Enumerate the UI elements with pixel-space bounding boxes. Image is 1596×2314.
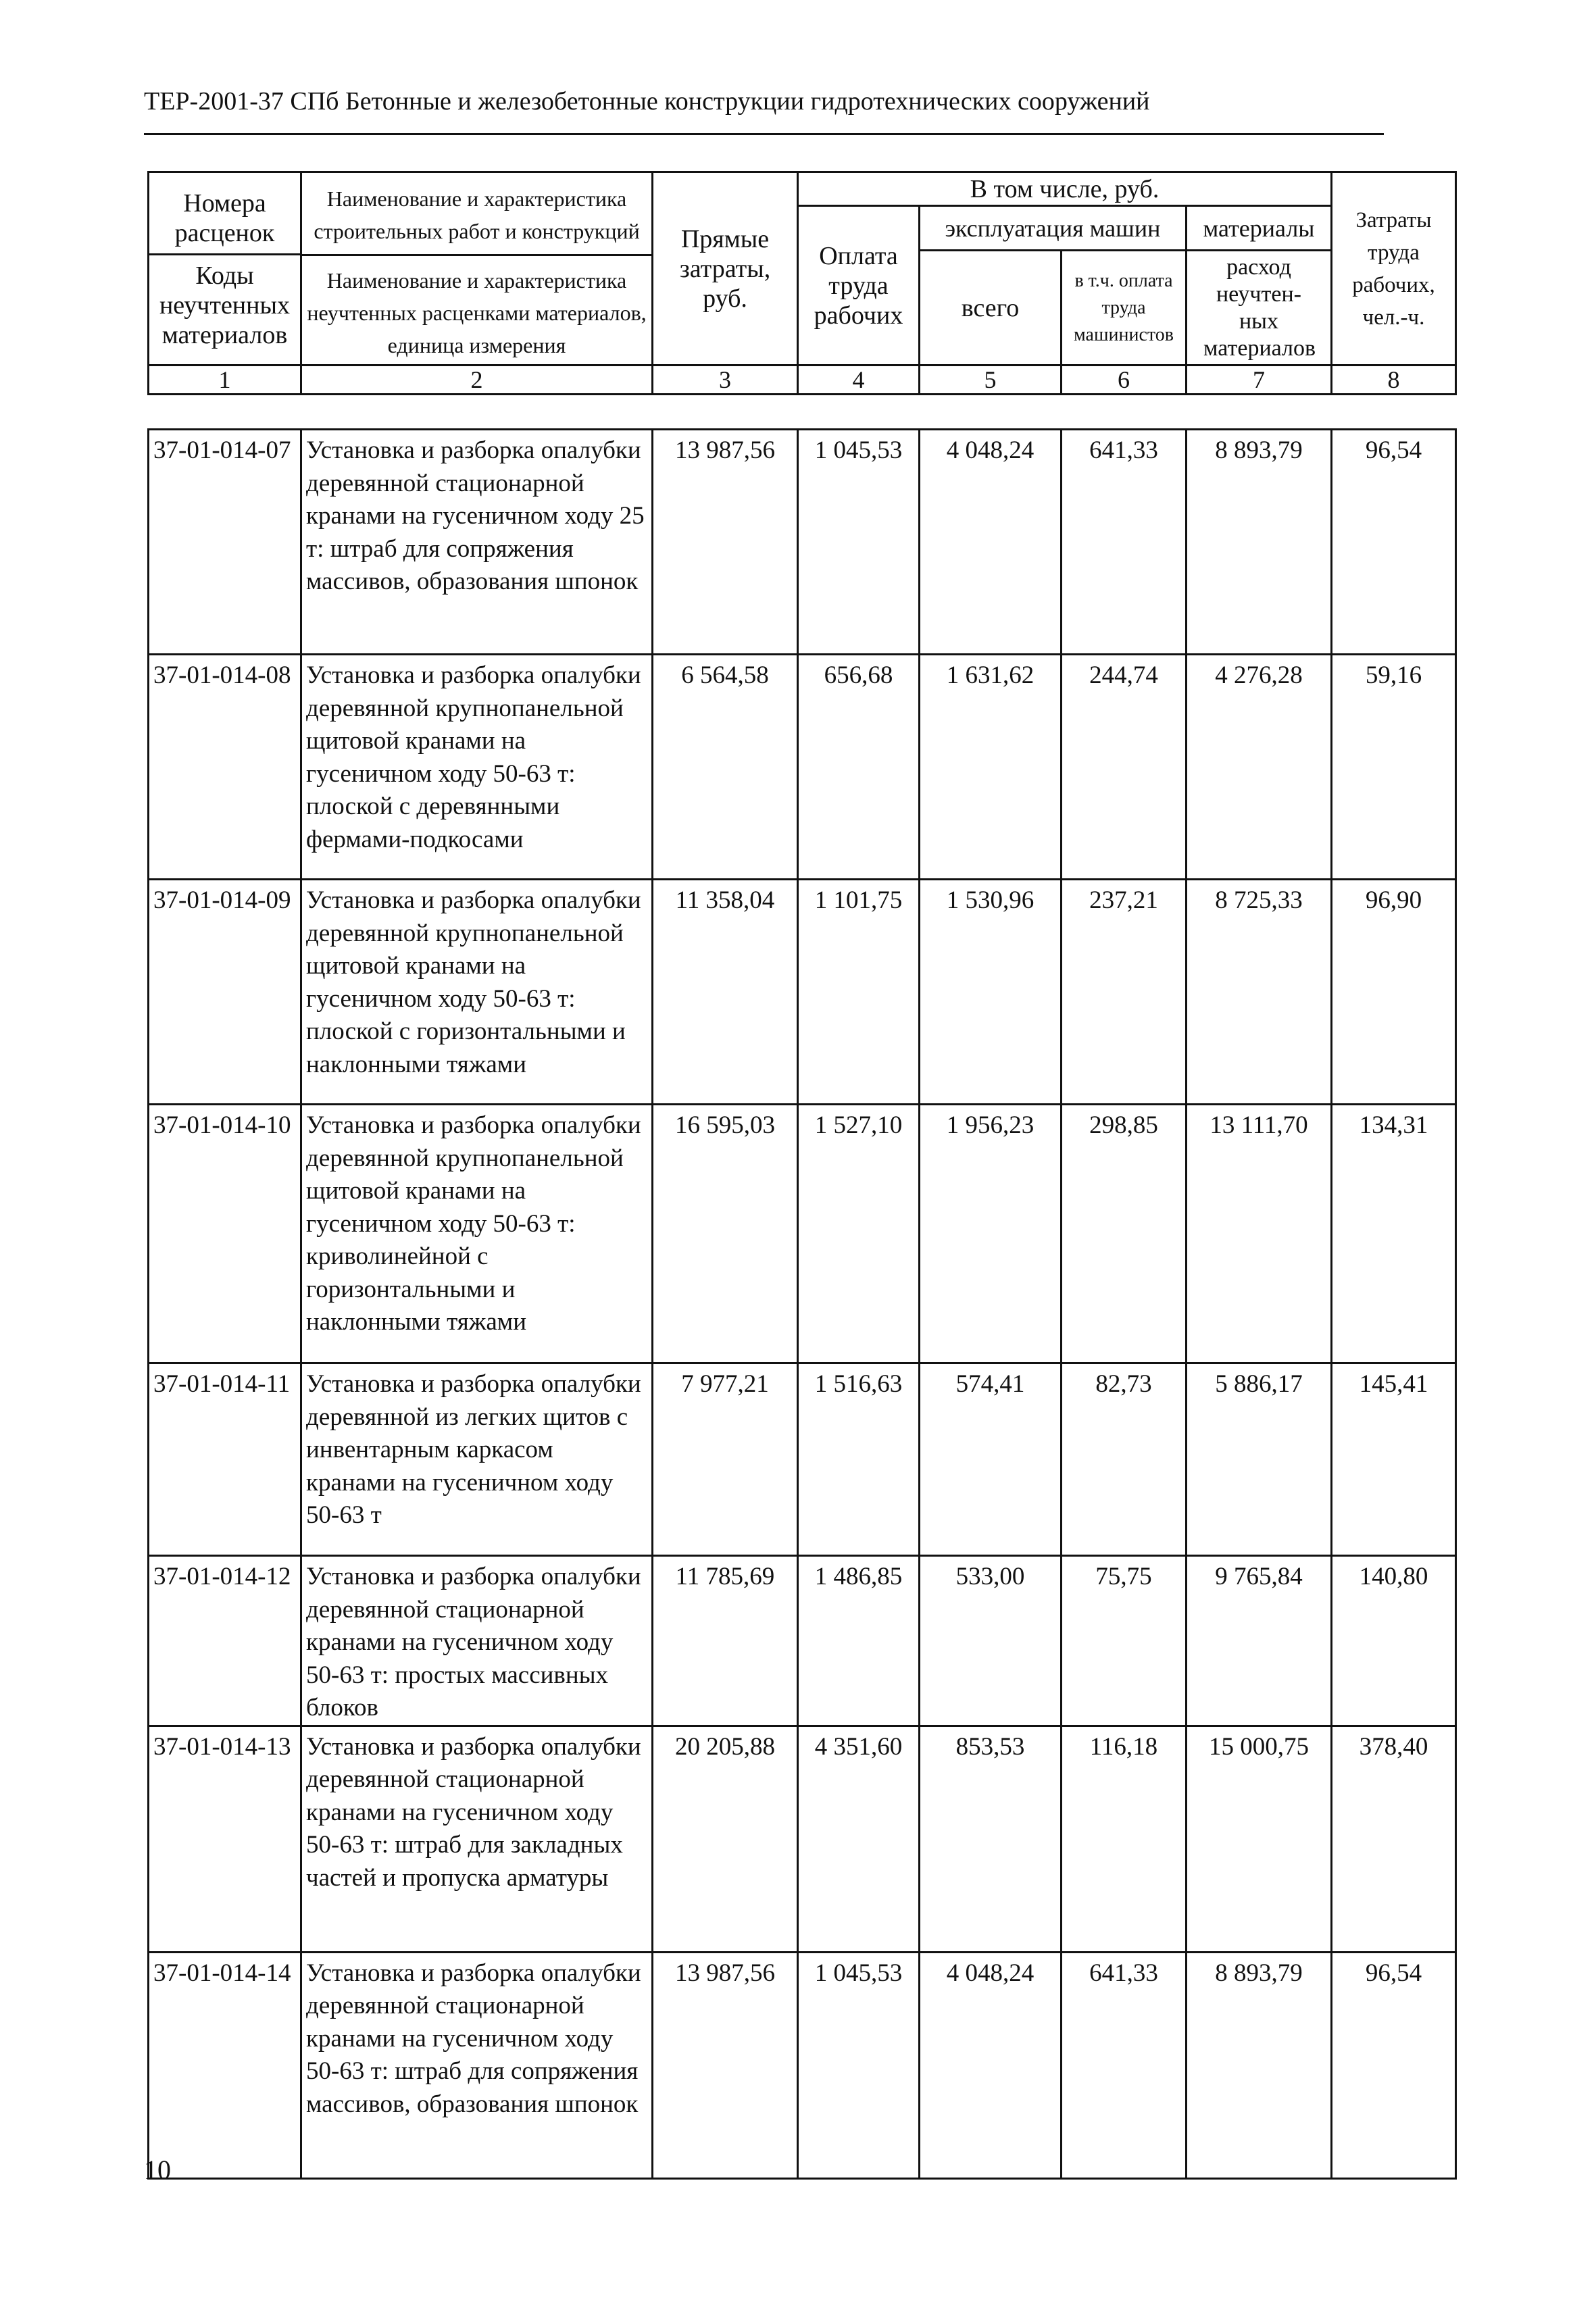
labor-hours: 134,31 — [1332, 1105, 1456, 1363]
labor-wages: 1 045,53 — [798, 430, 920, 655]
work-description: Установка и разборка опалубки деревянной стационарной кранами на гусеничном ходу 50-63 т: штраб для закладных частей и пропуска арматуры — [301, 1726, 653, 1952]
col2-top: Наименование и характеристика строительных работ и конструкций — [302, 173, 651, 256]
materials-costs: 8 725,33 — [1187, 880, 1332, 1105]
direct-costs: 11 785,69 — [653, 1556, 798, 1726]
labor-wages: 656,68 — [798, 655, 920, 880]
direct-costs: 6 564,58 — [653, 655, 798, 880]
work-description: Установка и разборка опалубки деревянной стационарной кранами на гусеничном ходу 25 т: штраб для сопряжения массивов, образования шпонок — [301, 430, 653, 655]
col-direct-header: Прямые затраты, руб. — [653, 172, 798, 366]
labor-wages: 4 351,60 — [798, 1726, 920, 1952]
table-row — [149, 1556, 1456, 1726]
col-machinists-header: в т.ч. оплата труда машинистов — [1062, 251, 1187, 366]
labor-wages: 1 045,53 — [798, 1952, 920, 2178]
rate-code: 37-01-014-13 — [149, 1726, 301, 1952]
table-row — [149, 1952, 1456, 2178]
table-row — [149, 1363, 1456, 1556]
col-machines-header: эксплуатация машин — [920, 206, 1187, 251]
materials-costs: 4 276,28 — [1187, 655, 1332, 880]
col-labor-header: Оплата труда рабочих — [798, 206, 920, 366]
col-machines-total-header: всего — [920, 251, 1062, 366]
machinists-wages: 116,18 — [1062, 1726, 1187, 1952]
labor-wages: 1 486,85 — [798, 1556, 920, 1726]
col-number-6: 6 — [1062, 366, 1187, 395]
table-row — [149, 1105, 1456, 1363]
machines-total: 533,00 — [920, 1556, 1062, 1726]
machines-total: 574,41 — [920, 1363, 1062, 1556]
machines-total: 4 048,24 — [920, 430, 1062, 655]
table-row — [149, 880, 1456, 1105]
direct-costs: 16 595,03 — [653, 1105, 798, 1363]
labor-hours: 145,41 — [1332, 1363, 1456, 1556]
rates-table — [147, 428, 1457, 2180]
rate-code: 37-01-014-07 — [149, 430, 301, 655]
table-row — [149, 430, 1456, 655]
materials-costs: 5 886,17 — [1187, 1363, 1332, 1556]
col-codes-header — [149, 172, 301, 366]
col-number-8: 8 — [1332, 366, 1456, 395]
labor-wages: 1 527,10 — [798, 1105, 920, 1363]
labor-hours: 378,40 — [1332, 1726, 1456, 1952]
col1-bottom: Коды неучтенных материалов — [159, 261, 291, 349]
labor-hours: 59,16 — [1332, 655, 1456, 880]
machinists-wages: 75,75 — [1062, 1556, 1187, 1726]
rate-code: 37-01-014-10 — [149, 1105, 301, 1363]
table-header — [147, 171, 1457, 395]
header-rule — [144, 133, 1384, 135]
machinists-wages: 641,33 — [1062, 1952, 1187, 2178]
materials-costs: 13 111,70 — [1187, 1105, 1332, 1363]
col-number-2: 2 — [301, 366, 653, 395]
direct-costs: 13 987,56 — [653, 430, 798, 655]
machinists-wages: 244,74 — [1062, 655, 1187, 880]
materials-costs: 8 893,79 — [1187, 430, 1332, 655]
labor-hours: 96,54 — [1332, 1952, 1456, 2178]
page-number: 10 — [144, 2155, 171, 2185]
machines-total: 1 530,96 — [920, 880, 1062, 1105]
direct-costs: 20 205,88 — [653, 1726, 798, 1952]
col-materials-header: материалы — [1187, 206, 1332, 251]
machines-total: 4 048,24 — [920, 1952, 1062, 2178]
work-description: Установка и разборка опалубки деревянной крупнопанельной щитовой кранами на гусеничном ходу 50-63 т: плоской с деревянными фермами-подкосами — [301, 655, 653, 880]
machinists-wages: 82,73 — [1062, 1363, 1187, 1556]
work-description: Установка и разборка опалубки деревянной крупнопанельной щитовой кранами на гусеничном ходу 50-63 т: плоской с горизонтальными и наклонными тяжами — [301, 880, 653, 1105]
col-number-7: 7 — [1187, 366, 1332, 395]
col-unaccounted-header: расход неучтен-ных материалов — [1187, 251, 1332, 366]
col-name-header — [301, 172, 653, 366]
materials-costs: 9 765,84 — [1187, 1556, 1332, 1726]
labor-hours: 96,54 — [1332, 430, 1456, 655]
machines-total: 1 956,23 — [920, 1105, 1062, 1363]
table-row — [149, 1726, 1456, 1952]
direct-costs: 13 987,56 — [653, 1952, 798, 2178]
machinists-wages: 641,33 — [1062, 430, 1187, 655]
direct-costs: 11 358,04 — [653, 880, 798, 1105]
labor-wages: 1 101,75 — [798, 880, 920, 1105]
labor-hours: 140,80 — [1332, 1556, 1456, 1726]
rate-code: 37-01-014-12 — [149, 1556, 301, 1726]
col-number-3: 3 — [653, 366, 798, 395]
work-description: Установка и разборка опалубки деревянной крупнопанельной щитовой кранами на гусеничном ходу 50-63 т: криволинейной с горизонтальными и наклонными тяжами — [301, 1105, 653, 1363]
col-group-header: В том числе, руб. — [798, 172, 1332, 206]
col-number-5: 5 — [920, 366, 1062, 395]
materials-costs: 8 893,79 — [1187, 1952, 1332, 2178]
work-description: Установка и разборка опалубки деревянной из легких щитов с инвентарным каркасом кранами на гусеничном ходу 50-63 т — [301, 1363, 653, 1556]
labor-hours: 96,90 — [1332, 880, 1456, 1105]
materials-costs: 15 000,75 — [1187, 1726, 1332, 1952]
table-row — [149, 655, 1456, 880]
col-hours-header: Затраты труда рабочих, чел.-ч. — [1332, 172, 1456, 366]
work-description: Установка и разборка опалубки деревянной стационарной кранами на гусеничном ходу 50-63 т: штраб для сопряжения массивов, образования шпонок — [301, 1952, 653, 2178]
direct-costs: 7 977,21 — [653, 1363, 798, 1556]
col-number-4: 4 — [798, 366, 920, 395]
machines-total: 853,53 — [920, 1726, 1062, 1952]
labor-wages: 1 516,63 — [798, 1363, 920, 1556]
rate-code: 37-01-014-08 — [149, 655, 301, 880]
rate-code: 37-01-014-11 — [149, 1363, 301, 1556]
rate-code: 37-01-014-09 — [149, 880, 301, 1105]
page-header: ТЕР-2001-37 СПб Бетонные и железобетонные конструкции гидротехнических сооружений — [144, 87, 1150, 116]
work-description: Установка и разборка опалубки деревянной стационарной кранами на гусеничном ходу 50-63 т: простых массивных блоков — [301, 1556, 653, 1726]
rate-code: 37-01-014-14 — [149, 1952, 301, 2178]
machinists-wages: 298,85 — [1062, 1105, 1187, 1363]
col-number-1: 1 — [149, 366, 301, 395]
machinists-wages: 237,21 — [1062, 880, 1187, 1105]
col1-top: Номера расценок — [149, 184, 300, 255]
col2-bottom: Наименование и характеристика неучтенных расценками материалов, единица измерения — [307, 268, 647, 357]
machines-total: 1 631,62 — [920, 655, 1062, 880]
